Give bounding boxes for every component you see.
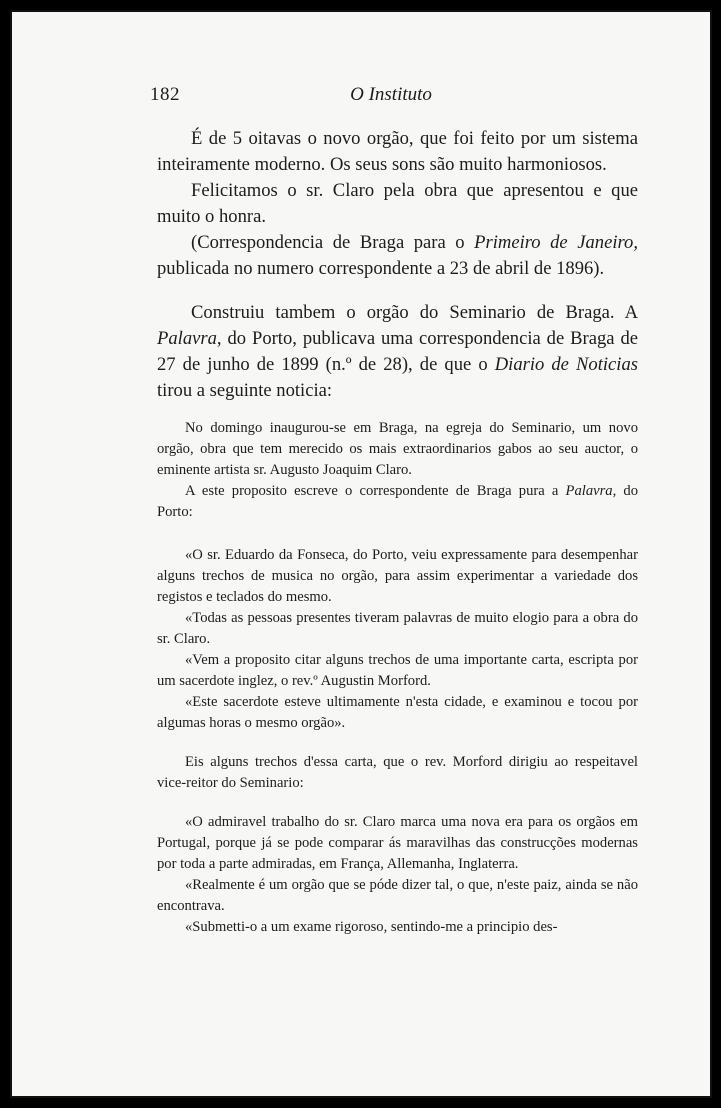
quote-new-era: «O admiravel trabalho do sr. Claro marca uma nova era para os orgãos em Portugal, porque já se pode comparar ás maravilhas das construcções modernas por toda a parte admiradas, em França, Allemanha, Inglaterra. [157, 814, 638, 872]
quote-morford-visit: «Este sacerdote esteve ultimamente n'esta cidade, e examinou e tocou por algumas horas o mesmo orgão». [157, 694, 638, 731]
page-body [157, 126, 638, 938]
newspaper-diario-de-noticias: Diario de Noticias [494, 354, 639, 375]
quote-true-organ: «Realmente é um orgão que se póde dizer tal, o que, n'este paiz, ainda se não encontrava. [157, 877, 638, 914]
paragraph-congratulations: Felicitamos o sr. Claro pela obra que apresentou e que muito o honra. [157, 180, 638, 227]
correspondent-text-start: A este proposito escreve o correspondente de Braga pura a [185, 483, 566, 499]
correspondent-text-end: do Porto: [157, 483, 638, 520]
newspaper-palavra-small: Palavra, [565, 483, 617, 499]
quote-correspondent-intro [157, 481, 638, 523]
quote-praise: «Todas as pessoas presentes tiveram palavras de muito elogio para a obra do sr. Claro. [157, 610, 638, 647]
seminary-text-start: Construiu tambem o orgão do Seminario de Braga. A [191, 302, 638, 323]
quote-letter-excerpts: Eis alguns trechos d'essa carta, que o rev. Morford dirigiu ao respeitavel vice-reitor do Seminario: [157, 754, 638, 791]
page-number: 182 [150, 84, 180, 105]
paragraph-seminary-organ [157, 300, 638, 404]
quote-inauguration: No domingo inaugurou-se em Braga, na egreja do Seminario, um novo orgão, obra que tem merecido os mais extraordinarios gabos ao seu auctor, o eminente artista sr. Augusto Joaquim Claro. [157, 420, 638, 478]
citation-text-start: (Correspondencia de Braga para o [191, 232, 475, 253]
quote-letter-intro: «Vem a proposito citar alguns trechos de uma importante carta, escripta por um sacerdote inglez, o rev.º Augustin Morford. [157, 652, 638, 689]
citation-text-end: publicada no numero correspondente a 23 de abril de 1896). [157, 258, 605, 279]
quote-rigorous-exam: «Submetti-o a um exame rigoroso, sentindo-me a principio des- [185, 919, 558, 935]
seminary-text-middle: do Porto, publicava uma correspondencia de Braga de 27 de junho de 1899 (n.º de 28), de que o [157, 328, 638, 375]
book-page [10, 10, 712, 1098]
citation-newspaper-title: Primeiro de Janeiro, [474, 232, 638, 253]
newspaper-palavra: Palavra, [157, 328, 222, 349]
quote-fonseca: «O sr. Eduardo da Fonseca, do Porto, veiu expressamente para desempenhar alguns trechos de musica no orgão, para assim experimentar a variedade dos registos e teclados do mesmo. [157, 547, 638, 605]
paragraph-source-citation [157, 230, 638, 282]
paragraph-organ-description: É de 5 oitavas o novo orgão, que foi feito por um sistema inteiramente moderno. Os seus sons são muito harmoniosos. [157, 128, 638, 175]
seminary-text-end: tirou a seguinte noticia: [157, 380, 333, 401]
page-header [150, 84, 632, 110]
running-title: O Instituto [350, 84, 432, 105]
